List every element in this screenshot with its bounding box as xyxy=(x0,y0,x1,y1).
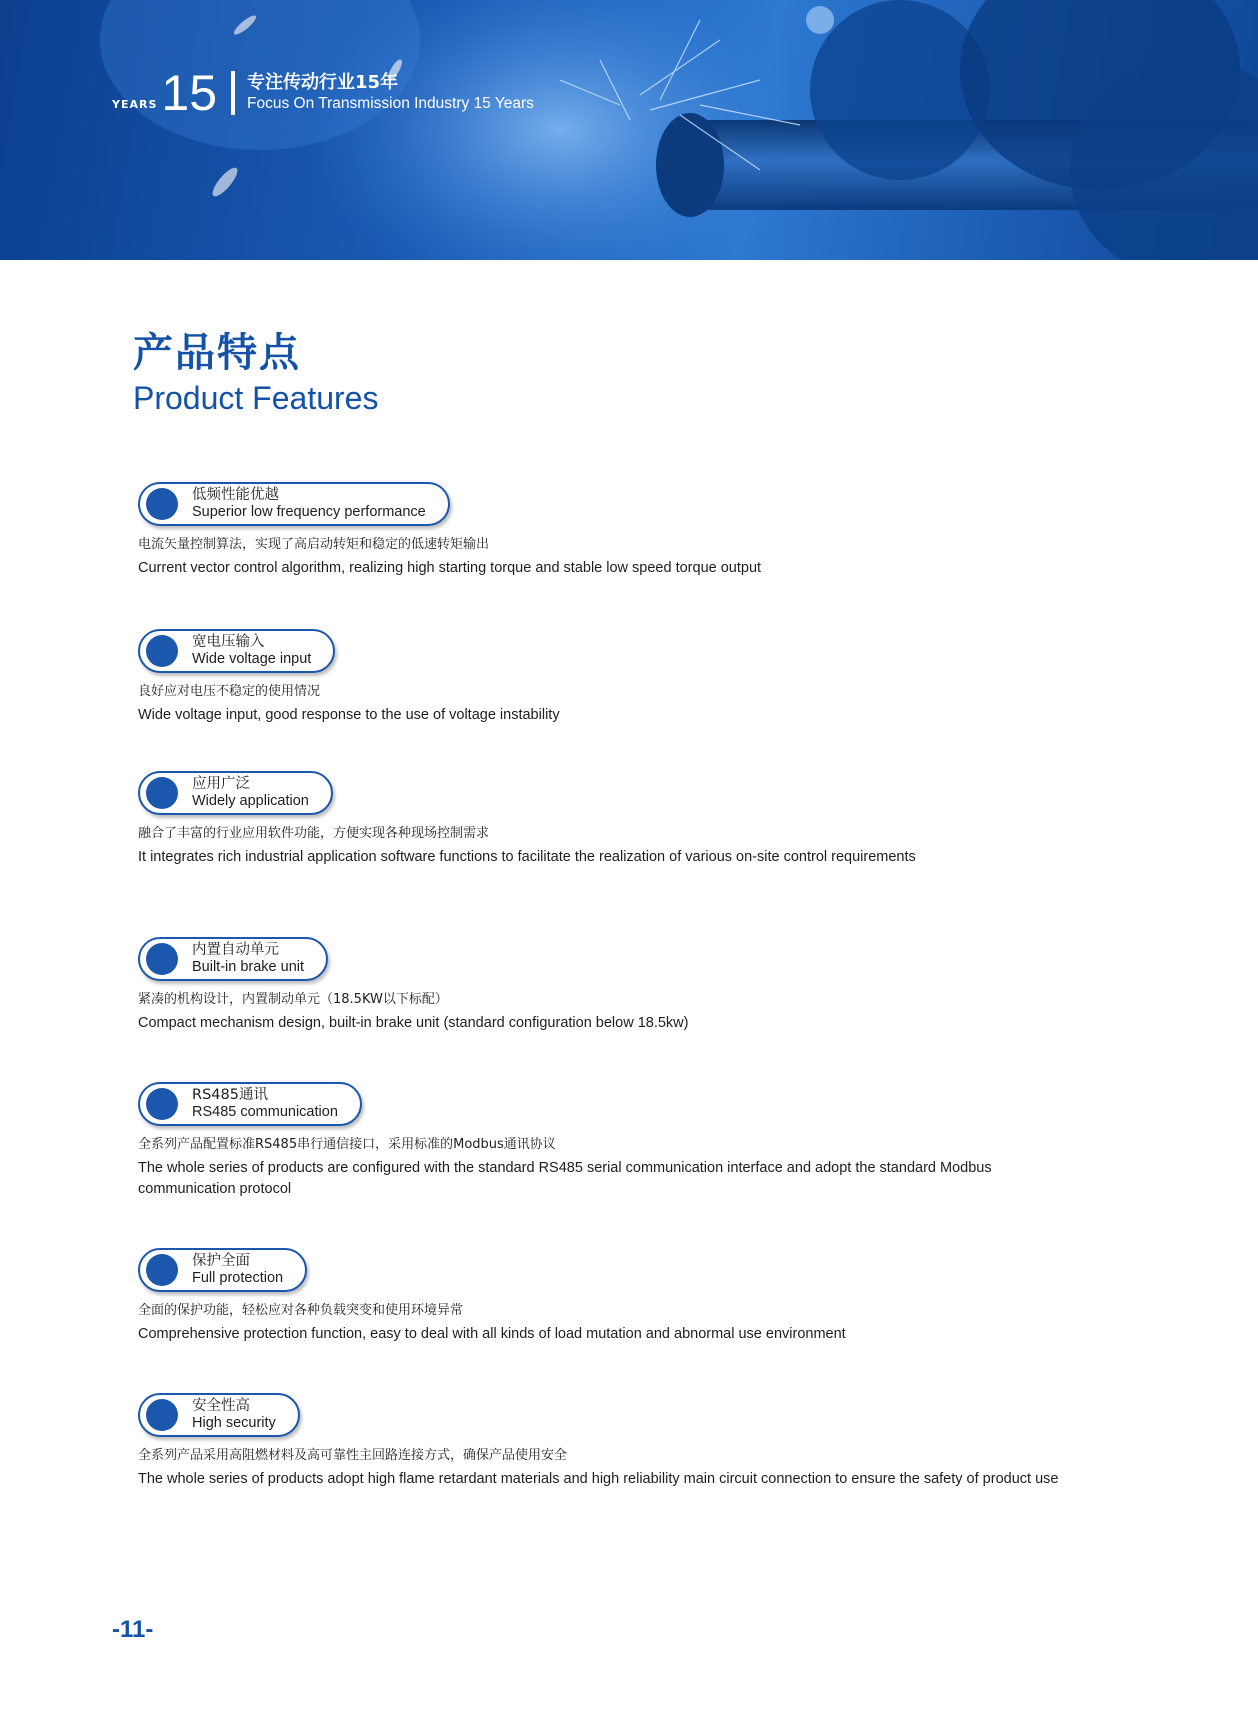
feature-title-en: RS485 communication xyxy=(192,1104,338,1120)
feature-desc-en: It integrates rich industrial application software functions to facilitate the realization of various on-site control requirements xyxy=(138,849,916,865)
feature-rs485 xyxy=(138,1082,1084,1200)
feature-pill xyxy=(138,629,335,673)
feature-title-en: High security xyxy=(192,1415,276,1431)
brand-tagline xyxy=(112,65,534,121)
feature-desc-en: The whole series of products adopt high flame retardant materials and high reliability main circuit connection to ensure the safety of product use xyxy=(138,1471,1059,1487)
feature-wide-application xyxy=(138,771,1084,868)
feature-title-cn: 保护全面 xyxy=(192,1253,250,1269)
feature-desc-cn: 良好应对电压不稳定的使用情况 xyxy=(138,684,321,699)
feature-title-cn: 低频性能优越 xyxy=(192,487,279,503)
page-number: -11- xyxy=(112,1616,154,1643)
feature-full-protection xyxy=(138,1248,1084,1345)
feature-pill xyxy=(138,482,450,526)
feature-title-en: Widely application xyxy=(192,793,309,809)
bullet-dot-icon xyxy=(146,777,178,809)
heading-en: Product Features xyxy=(133,380,379,416)
tagline-en: Focus On Transmission Industry 15 Years xyxy=(247,95,534,112)
bullet-dot-icon xyxy=(146,635,178,667)
bullet-dot-icon xyxy=(146,1254,178,1286)
feature-title-cn: 宽电压输入 xyxy=(192,634,265,650)
feature-desc-en: Comprehensive protection function, easy to deal with all kinds of load mutation and abnormal use environment xyxy=(138,1326,846,1342)
feature-title-cn: RS485通讯 xyxy=(192,1087,268,1103)
section-heading xyxy=(133,330,378,418)
feature-title-en: Wide voltage input xyxy=(192,651,312,667)
feature-desc-cn: 全系列产品配置标准RS485串行通信接口，采用标准的Modbus通讯协议 xyxy=(138,1137,556,1152)
header-banner xyxy=(0,0,1258,260)
feature-title-en: Built-in brake unit xyxy=(192,959,305,975)
years-label: YEARS xyxy=(112,97,158,111)
feature-desc-en: The whole series of products are configured with the standard RS485 serial communication interface and adopt the standard Modbus communication protocol xyxy=(138,1160,992,1197)
feature-desc-en: Wide voltage input, good response to the use of voltage instability xyxy=(138,707,560,723)
feature-desc-en: Compact mechanism design, built-in brake unit (standard configuration below 18.5kw) xyxy=(138,1015,689,1031)
feature-desc-cn: 紧凑的机构设计，内置制动单元（18.5KW以下标配） xyxy=(138,992,448,1007)
feature-title-cn: 安全性高 xyxy=(192,1398,250,1414)
bullet-dot-icon xyxy=(146,488,178,520)
feature-brake-unit xyxy=(138,937,1084,1034)
feature-desc-cn: 全系列产品采用高阻燃材料及高可靠性主回路连接方式，确保产品使用安全 xyxy=(138,1448,568,1463)
feature-pill xyxy=(138,1393,300,1437)
feature-title-cn: 应用广泛 xyxy=(192,776,250,792)
bullet-dot-icon xyxy=(146,1088,178,1120)
feature-pill xyxy=(138,937,328,981)
feature-pill xyxy=(138,771,333,815)
bullet-dot-icon xyxy=(146,943,178,975)
tagline-cn: 专注传动行业15年 xyxy=(247,72,399,93)
feature-wide-voltage xyxy=(138,629,1084,726)
feature-title-cn: 内置自动单元 xyxy=(192,942,279,958)
feature-title-en: Full protection xyxy=(192,1270,284,1286)
feature-desc-cn: 全面的保护功能，轻松应对各种负载突变和使用环境异常 xyxy=(138,1303,464,1318)
bullet-dot-icon xyxy=(146,1399,178,1431)
machinery-photo-illustration xyxy=(0,0,1258,260)
years-number: 15 xyxy=(161,65,218,121)
feature-desc-en: Current vector control algorithm, realizing high starting torque and stable low speed torque output xyxy=(138,560,762,576)
divider-bar xyxy=(231,71,235,115)
feature-low-frequency xyxy=(138,482,1084,579)
heading-cn: 产品特点 xyxy=(133,330,301,376)
feature-desc-cn: 电流矢量控制算法，实现了高启动转矩和稳定的低速转矩输出 xyxy=(138,537,490,552)
feature-pill xyxy=(138,1248,307,1292)
feature-desc-cn: 融合了丰富的行业应用软件功能，方便实现各种现场控制需求 xyxy=(138,826,490,841)
feature-pill xyxy=(138,1082,362,1126)
feature-title-en: Superior low frequency performance xyxy=(192,504,426,520)
feature-high-security xyxy=(138,1393,1084,1490)
